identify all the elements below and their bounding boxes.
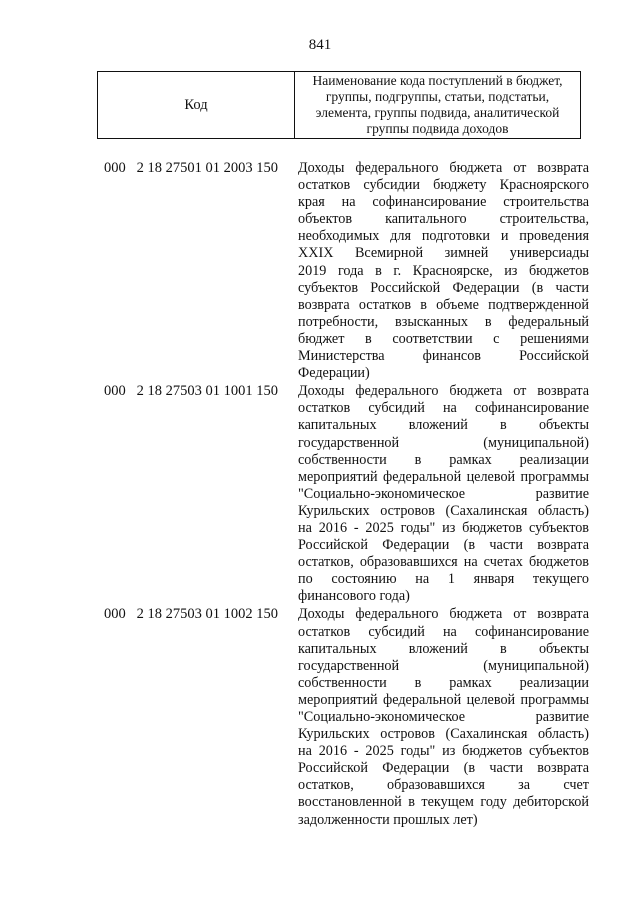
row-code	[104, 383, 294, 400]
row-description	[298, 160, 589, 382]
description-line: Российской Федерации (в части возврата	[298, 760, 589, 777]
description-line: собственности в рамках реализации	[298, 451, 589, 468]
description-line: необходимых для подготовки и проведения	[298, 228, 589, 245]
row-code	[104, 606, 294, 623]
admin-code: 000	[104, 383, 126, 400]
description-line: мероприятий федеральной целевой программы	[298, 468, 589, 485]
description-line: задолженности прошлых лет)	[298, 811, 478, 828]
description-line: Курильских островов (Сахалинская область)	[298, 502, 589, 519]
description-line: "Социально-экономическое развитие	[298, 709, 589, 725]
description-line: 2019 года в г. Красноярске, из бюджетов	[298, 262, 589, 279]
description-line: бюджет в соответствии с решениями	[298, 330, 589, 347]
table-header	[97, 71, 581, 139]
description-line: субъектов Российской Федерации (в части	[298, 279, 589, 296]
income-code: 2 18 27503 01 1002 150	[136, 606, 278, 623]
description-line: по состоянию на 1 января текущего	[298, 571, 589, 588]
description-line: на 2016 - 2025 годы" из бюджетов субъектов	[298, 743, 589, 760]
description-line: собственности в рамках реализации	[298, 674, 589, 691]
description-line: Курильских островов (Сахалинская область)	[298, 726, 589, 743]
description-line: Доходы федерального бюджета от возврата	[298, 606, 589, 623]
description-line: остатков субсидий на софинансирование	[298, 623, 589, 640]
row-description	[298, 383, 589, 605]
description-line: Министерства финансов Российской	[298, 348, 589, 365]
description-line: капитальных вложений в объекты	[298, 417, 589, 434]
table-row	[0, 383, 640, 605]
description-line: Российской Федерации (в части возврата	[298, 537, 589, 554]
description-line: Доходы федерального бюджета от возврата	[298, 160, 589, 176]
description-line: XXIX Всемирной зимней универсиады	[298, 245, 589, 262]
header-code-cell: Код	[98, 72, 295, 138]
description-line: капитальных вложений в объекты	[298, 640, 589, 657]
description-line: объектов капитального строительства,	[298, 211, 589, 228]
description-line: на 2016 - 2025 годы" из бюджетов субъектов	[298, 519, 589, 536]
row-description	[298, 606, 589, 828]
income-code: 2 18 27503 01 1001 150	[136, 383, 278, 400]
table-row	[0, 160, 640, 382]
page-number: 841	[308, 37, 332, 53]
description-line: государственной (муниципальной)	[298, 434, 589, 451]
row-code	[104, 160, 294, 177]
description-line: Федерации)	[298, 365, 370, 382]
header-name-cell: Наименование кода поступлений в бюджет, группы, подгруппы, статьи, подстатьи, элемента, группы подвида, аналитической группы подвида доходов	[312, 73, 563, 136]
table-body	[0, 160, 640, 829]
description-line: восстановленной в текущем году дебиторской	[298, 794, 589, 811]
description-line: государственной (муниципальной)	[298, 657, 589, 674]
description-line: потребности, взысканных в федеральный	[298, 313, 589, 330]
description-line: Доходы федерального бюджета от возврата	[298, 383, 589, 400]
description-line: возврата остатков в объеме подтвержденной	[298, 296, 589, 313]
description-line: мероприятий федеральной целевой программы	[298, 691, 589, 708]
admin-code: 000	[104, 606, 126, 623]
description-line: остатков субсидий на софинансирование	[298, 400, 589, 417]
income-code: 2 18 27501 01 2003 150	[136, 160, 278, 176]
description-line: края на софинансирование строительства	[298, 194, 589, 211]
description-line: остатков, образовавшихся на счетах бюджетов	[298, 554, 589, 571]
description-line: остатков субсидии бюджету Красноярского	[298, 177, 589, 194]
table-row	[0, 606, 640, 828]
description-line: "Социально-экономическое развитие	[298, 485, 589, 502]
description-line: остатков, образовавшихся за счет	[298, 777, 589, 794]
description-line: финансового года)	[298, 588, 410, 605]
admin-code: 000	[104, 160, 126, 176]
